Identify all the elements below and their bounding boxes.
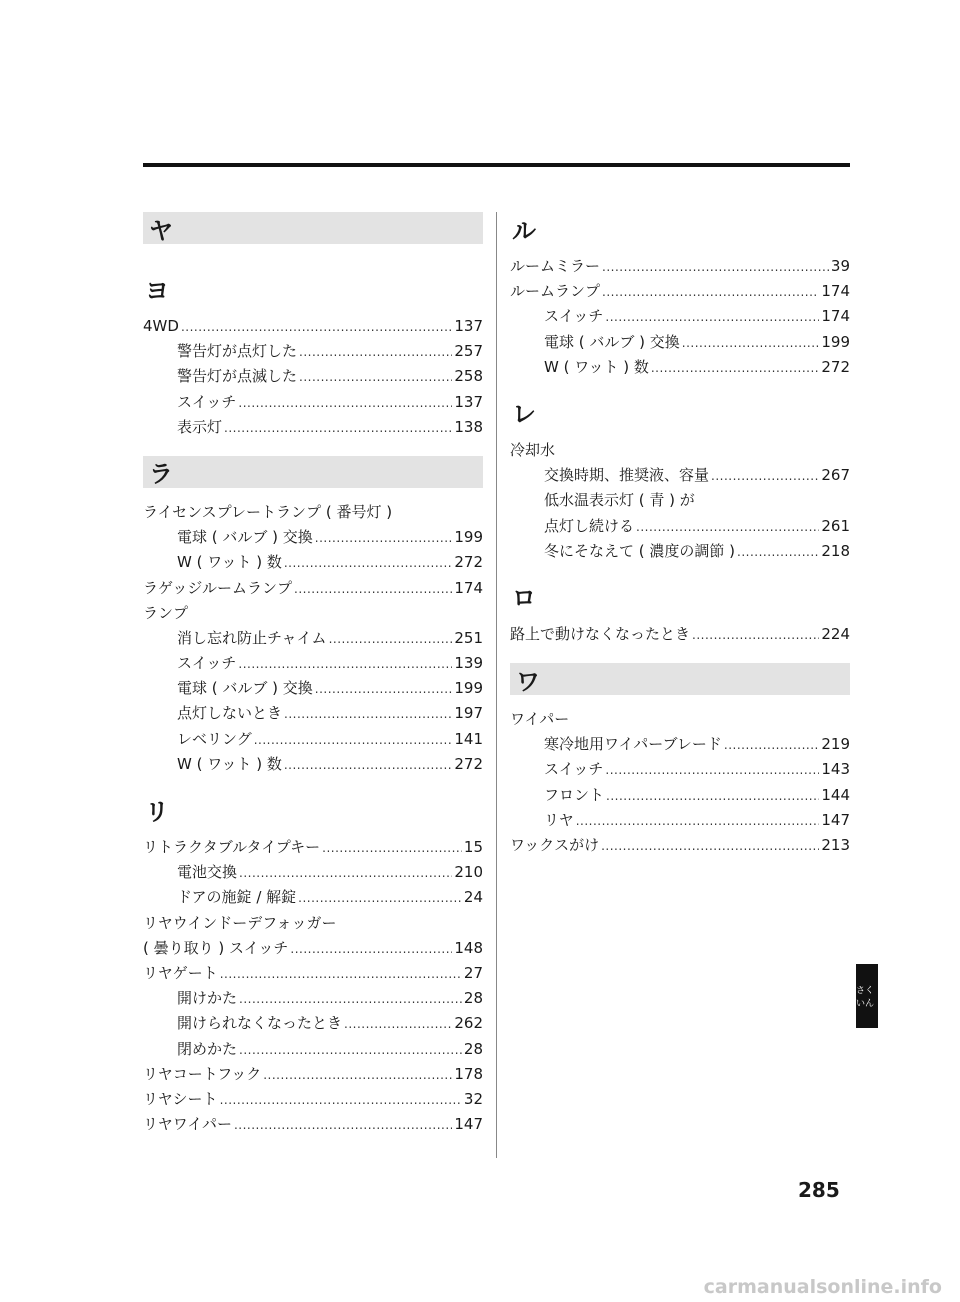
- index-entry[interactable]: [510, 783, 850, 808]
- index-column-left: [143, 212, 483, 1137]
- entry-label: 路上で動けなくなったとき: [510, 624, 691, 643]
- entry-page-number: 199: [454, 679, 483, 698]
- entry-page-number: 147: [454, 1115, 483, 1134]
- index-entry[interactable]: [143, 936, 483, 961]
- dot-leader: [263, 1063, 452, 1088]
- dot-leader: [220, 1088, 462, 1113]
- section-heading: ロ: [512, 584, 536, 613]
- dot-leader: [294, 577, 452, 602]
- entry-label: ( 曇り取り ) スイッチ: [143, 938, 289, 957]
- entry-label: ライセンスプレートランプ ( 番号灯 ): [143, 502, 393, 521]
- dot-leader: [605, 305, 819, 330]
- entry-page-number: 261: [821, 516, 850, 535]
- entry-label: 電池交換: [177, 863, 238, 882]
- dot-leader: [238, 652, 452, 677]
- entry-label: 警告灯が点灯した: [177, 342, 298, 361]
- entry-page-number: 197: [454, 704, 483, 723]
- entry-label: 電球 ( バルブ ) 交換: [177, 679, 313, 698]
- entry-label: 電球 ( バルブ ) 交換: [544, 332, 680, 351]
- section-heading: レ: [512, 400, 536, 429]
- entry-page-number: 257: [454, 342, 483, 361]
- entry-page-number: 39: [830, 257, 850, 275]
- entry-page-number: 199: [821, 332, 850, 351]
- entry-label: 4WD: [143, 317, 179, 335]
- dot-leader: [181, 315, 452, 340]
- section-gap: [143, 777, 483, 793]
- index-entry[interactable]: [510, 488, 850, 513]
- index-entry[interactable]: [510, 622, 850, 647]
- dot-leader: [220, 962, 462, 987]
- entry-label: ルームミラー: [510, 257, 601, 275]
- entry-page-number: 174: [821, 282, 850, 301]
- watermark: carmanualsonline.info: [703, 1276, 942, 1298]
- entry-label: リヤコートフック: [143, 1064, 262, 1083]
- dot-leader: [692, 623, 819, 648]
- section-heading: ヤ: [143, 212, 483, 244]
- entry-page-number: 137: [454, 392, 483, 411]
- index-entry[interactable]: [510, 757, 850, 782]
- entry-page-number: 148: [454, 938, 483, 957]
- dot-leader: [576, 809, 820, 834]
- dot-leader: [290, 937, 452, 962]
- entry-label: W ( ワット ) 数: [177, 553, 282, 572]
- index-entry[interactable]: [143, 390, 483, 415]
- entry-page-number: 272: [821, 357, 850, 376]
- dot-leader: [315, 526, 453, 551]
- dot-leader: [299, 365, 452, 390]
- entry-label: W ( ワット ) 数: [544, 357, 649, 376]
- dot-leader: [322, 836, 462, 861]
- index-entry[interactable]: [143, 415, 483, 440]
- index-entry[interactable]: [510, 707, 850, 732]
- dot-leader: [224, 416, 452, 441]
- dot-leader: [298, 886, 462, 911]
- section-gap: [143, 440, 483, 456]
- index-entry[interactable]: [143, 550, 483, 575]
- entry-page-number: 174: [821, 307, 850, 326]
- entry-label: スイッチ: [177, 654, 237, 673]
- entry-label: 開けられなくなったとき: [177, 1014, 343, 1033]
- entry-label: リヤシート: [143, 1089, 218, 1108]
- entry-page-number: 174: [454, 578, 483, 597]
- entry-label: 閉めかた: [177, 1039, 238, 1058]
- index-entry[interactable]: [510, 732, 850, 757]
- entry-label: リトラクタブルタイプキー: [143, 838, 321, 856]
- index-entry[interactable]: [143, 835, 483, 860]
- entry-page-number: 199: [454, 528, 483, 547]
- dot-leader: [299, 340, 452, 365]
- index-entry[interactable]: [143, 576, 483, 601]
- entry-label: ワイパー: [510, 710, 570, 729]
- index-entry[interactable]: [510, 279, 850, 304]
- dot-leader: [239, 861, 452, 886]
- entry-label: 電球 ( バルブ ) 交換: [177, 528, 313, 547]
- index-entry[interactable]: [143, 727, 483, 752]
- index-entry[interactable]: [143, 701, 483, 726]
- dot-leader: [239, 1038, 462, 1063]
- section-heading: ワ: [510, 663, 850, 695]
- index-entry[interactable]: [143, 1112, 483, 1137]
- entry-page-number: 210: [454, 863, 483, 882]
- entry-page-number: 267: [821, 466, 850, 485]
- entry-label: リヤワイパー: [143, 1115, 232, 1134]
- index-entry[interactable]: [143, 364, 483, 389]
- entry-label: レベリング: [177, 729, 252, 748]
- entry-label: 低水温表示灯 ( 青 ) が: [544, 491, 695, 510]
- index-entry[interactable]: [510, 539, 850, 564]
- index-entry[interactable]: [143, 1037, 483, 1062]
- entry-label: ワックスがけ: [510, 836, 600, 854]
- index-entry[interactable]: [143, 961, 483, 986]
- index-entry[interactable]: [143, 525, 483, 550]
- index-entry[interactable]: [143, 860, 483, 885]
- entry-label: リヤウインドーデフォッガー: [143, 913, 337, 932]
- entry-label: フロント: [544, 785, 605, 804]
- entry-page-number: 144: [821, 785, 850, 804]
- index-entry[interactable]: [143, 339, 483, 364]
- entry-label: 点灯し続ける: [544, 516, 635, 535]
- index-entry[interactable]: [143, 500, 483, 525]
- entry-page-number: 24: [463, 888, 483, 907]
- dot-leader: [711, 464, 819, 489]
- entry-label: ランプ: [143, 603, 189, 622]
- dot-leader: [682, 331, 820, 356]
- dot-leader: [284, 551, 453, 576]
- entry-page-number: 262: [454, 1014, 483, 1033]
- index-entry[interactable]: [143, 601, 483, 626]
- dot-leader: [329, 627, 453, 652]
- section-gap: [510, 564, 850, 580]
- entry-page-number: 218: [821, 541, 850, 560]
- entry-label: ドアの施錠 / 解錠: [177, 888, 297, 907]
- index-entry[interactable]: [143, 314, 483, 339]
- entry-page-number: 219: [821, 735, 850, 754]
- index-entry[interactable]: [510, 514, 850, 539]
- entry-page-number: 143: [821, 760, 850, 779]
- index-entry[interactable]: [510, 254, 850, 279]
- entry-label: 消し忘れ防止チャイム: [177, 628, 327, 647]
- entry-page-number: 213: [821, 836, 850, 854]
- index-entry[interactable]: [143, 626, 483, 651]
- index-entry[interactable]: [143, 986, 483, 1011]
- dot-leader: [234, 1113, 452, 1138]
- page-number: 285: [798, 1178, 840, 1202]
- index-entry[interactable]: [510, 438, 850, 463]
- entry-label: スイッチ: [177, 392, 237, 411]
- index-entry[interactable]: [143, 885, 483, 910]
- dot-leader: [239, 987, 462, 1012]
- dot-leader: [601, 834, 819, 859]
- dot-leader: [254, 728, 453, 753]
- dot-leader: [636, 515, 819, 540]
- dot-leader: [602, 255, 829, 280]
- index-entry[interactable]: [510, 330, 850, 355]
- entry-page-number: 178: [454, 1064, 483, 1083]
- entry-page-number: 141: [454, 729, 483, 748]
- entry-label: 開けかた: [177, 989, 238, 1008]
- index-entry[interactable]: [143, 676, 483, 701]
- dot-leader: [737, 540, 819, 565]
- entry-page-number: 28: [463, 989, 483, 1008]
- section-gap: [510, 380, 850, 396]
- dot-leader: [605, 758, 819, 783]
- entry-label: 冬にそなえて ( 濃度の調節 ): [544, 541, 736, 560]
- entry-page-number: 272: [454, 754, 483, 773]
- dot-leader: [284, 702, 452, 727]
- entry-page-number: 251: [454, 628, 483, 647]
- entry-page-number: 32: [463, 1089, 483, 1108]
- entry-page-number: 272: [454, 553, 483, 572]
- section-heading: リ: [145, 797, 169, 826]
- entry-label: ルームランプ: [510, 282, 601, 301]
- dot-leader: [315, 677, 453, 702]
- index-entry[interactable]: [143, 752, 483, 777]
- entry-label: 交換時期、推奨液、容量: [544, 466, 710, 485]
- entry-label: 冷却水: [510, 440, 556, 459]
- section-heading: ラ: [143, 456, 483, 488]
- index-entry[interactable]: [143, 1011, 483, 1036]
- entry-label: W ( ワット ) 数: [177, 754, 282, 773]
- entry-page-number: 139: [454, 654, 483, 673]
- entry-page-number: 224: [821, 624, 850, 643]
- entry-page-number: 137: [454, 317, 483, 335]
- entry-label: リヤ: [544, 810, 574, 829]
- entry-label: 寒冷地用ワイパーブレード: [544, 735, 722, 754]
- entry-label: 警告灯が点滅した: [177, 367, 298, 386]
- entry-label: リヤゲート: [143, 963, 218, 982]
- dot-leader: [724, 733, 819, 758]
- index-side-tab: さくいん: [856, 964, 878, 1028]
- entry-label: スイッチ: [544, 307, 604, 326]
- section-gap: [510, 647, 850, 663]
- index-entry[interactable]: [510, 463, 850, 488]
- index-entry[interactable]: [143, 651, 483, 676]
- section-gap: [143, 256, 483, 272]
- section-heading: ヨ: [145, 276, 169, 305]
- entry-page-number: 28: [463, 1039, 483, 1058]
- index-entry[interactable]: [510, 304, 850, 329]
- entry-page-number: 147: [821, 810, 850, 829]
- entry-label: 表示灯: [177, 417, 223, 436]
- dot-leader: [344, 1012, 452, 1037]
- index-entry[interactable]: [510, 808, 850, 833]
- index-entry[interactable]: [143, 1087, 483, 1112]
- entry-page-number: 138: [454, 417, 483, 436]
- dot-leader: [238, 391, 452, 416]
- section-heading: ル: [512, 216, 536, 245]
- top-rule: [143, 163, 850, 167]
- index-entry[interactable]: [510, 833, 850, 858]
- column-divider: [496, 212, 497, 1158]
- dot-leader: [651, 356, 820, 381]
- dot-leader: [284, 753, 453, 778]
- index-entry[interactable]: [510, 355, 850, 380]
- entry-page-number: 15: [463, 838, 483, 856]
- dot-leader: [606, 784, 819, 809]
- index-entry[interactable]: [143, 911, 483, 936]
- entry-label: 点灯しないとき: [177, 704, 283, 723]
- entry-page-number: 27: [463, 963, 483, 982]
- index-entry[interactable]: [143, 1062, 483, 1087]
- entry-label: ラゲッジルームランプ: [143, 578, 293, 597]
- entry-page-number: 258: [454, 367, 483, 386]
- dot-leader: [602, 280, 819, 305]
- index-column-right: [510, 212, 850, 858]
- entry-label: スイッチ: [544, 760, 604, 779]
